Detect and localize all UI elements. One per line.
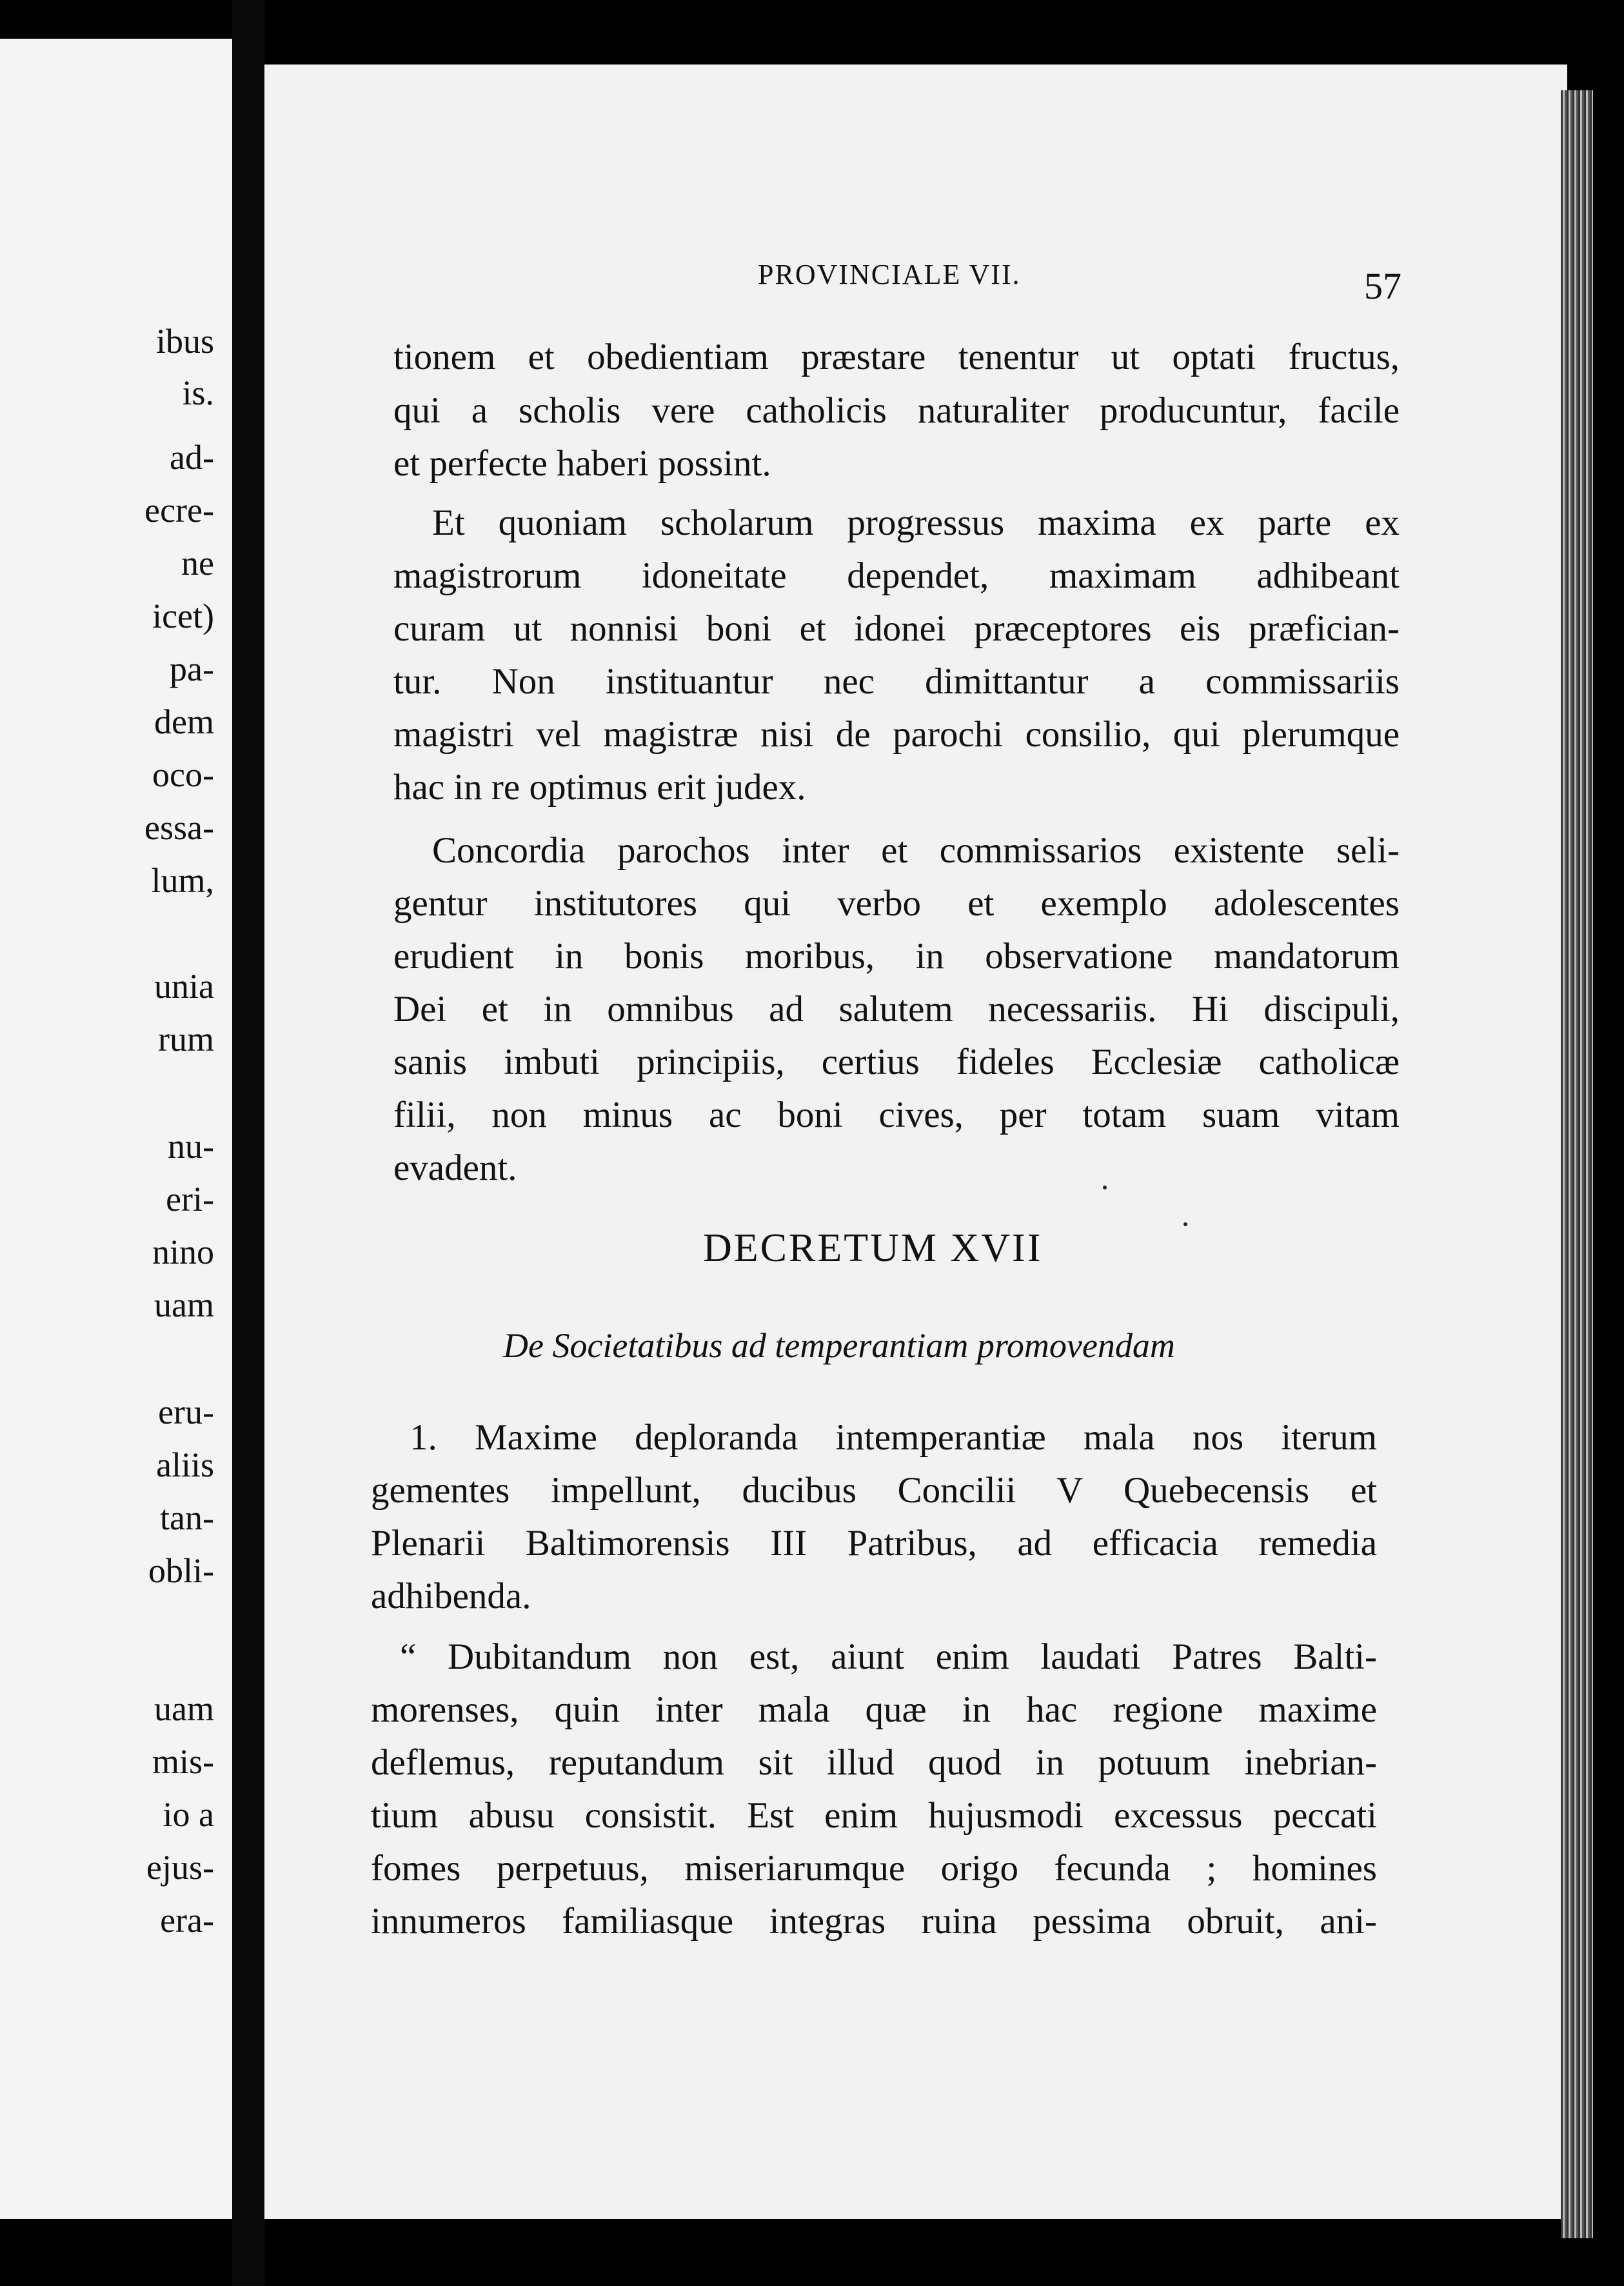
book-gutter [232,0,264,2286]
left-page-line: dem [154,702,214,741]
left-page-line: essa- [144,808,214,847]
text-line: magistrorum idoneitate dependet, maximam adhibeant [393,555,1400,596]
left-page-line: ne [181,544,214,582]
text-line: deflemus, reputandum sit illud quod in potuum inebrian- [371,1742,1377,1783]
left-page-line: aliis [156,1446,214,1484]
left-page-line: tan- [160,1498,214,1537]
left-page-line: uam [154,1286,214,1324]
left-page-line: ad- [170,438,214,477]
text-line: Plenarii Baltimorensis III Patribus, ad efficacia remedia [371,1523,1377,1564]
running-head: PROVINCIALE VII. [758,259,1021,290]
left-page-line: icet) [152,597,214,635]
text-line: sanis imbuti principiis, certius fideles Ecclesiæ catholicæ [393,1042,1400,1082]
left-page-line: eru- [158,1393,214,1431]
decree-subtitle: De Societatibus ad temperantiam promovendam [503,1326,1175,1365]
decree-heading: DECRETUM XVII [703,1226,1043,1270]
left-page-line: oco- [152,755,214,794]
left-page-line: obli- [148,1551,214,1590]
text-line: magistri vel magistræ nisi de parochi consilio, qui plerumque [393,714,1400,755]
left-page-line: lum, [151,861,214,900]
text-line: tur. Non instituantur nec dimittantur a commissariis [393,661,1400,702]
left-page-line: is. [182,373,214,412]
left-page-line: pa- [170,650,214,688]
text-line: gementes impellunt, ducibus Concilii V Quebecensis et [371,1470,1377,1511]
text-line: Et quoniam scholarum progressus maxima ex parte ex [432,502,1400,543]
left-page-line: nu- [168,1127,214,1166]
text-line: fomes perpetuus, miseriarumque origo fecunda ; homines [371,1848,1377,1889]
text-line: gentur institutores qui verbo et exemplo adolescentes [393,883,1400,924]
left-page-line: nino [152,1233,214,1271]
text-line: morenses, quin inter mala quæ in hac regione maxime [371,1689,1377,1730]
text-line: curam ut nonnisi boni et idonei præceptores eis præfician- [393,608,1400,649]
text-line: adhibenda. [371,1576,531,1616]
ink-speck [1183,1222,1187,1226]
text-line: Concordia parochos inter et commissarios existente seli- [432,830,1400,871]
book-page [264,65,1567,2219]
text-line: hac in re optimus erit judex. [393,767,806,808]
text-line: “ Dubitandum non est, aiunt enim laudati Patres Balti- [400,1636,1377,1677]
ink-speck [1103,1186,1107,1189]
page-number: 57 [1364,265,1401,307]
text-line: innumeros familiasque integras ruina pessima obruit, ani- [371,1901,1377,1942]
left-page-line: mis- [152,1742,214,1781]
page-stack-edge [1561,90,1593,2238]
left-page-line: uam [154,1689,214,1728]
text-line: et perfecte haberi possint. [393,443,771,484]
left-page-line: ibus [155,322,214,361]
left-page-line: eri- [166,1180,214,1218]
text-line: 1. Maxime deploranda intemperantiæ mala nos iterum [410,1417,1377,1458]
text-line: tionem et obedientiam præstare tenentur ut optati fructus, [393,337,1400,377]
text-line: tium abusu consistit. Est enim hujusmodi excessus peccati [371,1795,1377,1836]
text-line: evadent. [393,1148,517,1188]
left-page-line: unia [154,967,214,1006]
left-facing-page [0,39,232,2219]
text-line: erudient in bonis moribus, in observatione mandatorum [393,936,1400,977]
left-page-line: ecre- [144,491,214,530]
text-line: filii, non minus ac boni cives, per totam suam vitam [393,1095,1400,1135]
text-line: qui a scholis vere catholicis naturaliter producuntur, facile [393,390,1400,431]
left-page-line: io a [163,1795,214,1834]
left-page-line: rum [158,1020,214,1059]
left-page-line: era- [160,1901,214,1940]
left-page-line: ejus- [146,1848,214,1887]
text-line: Dei et in omnibus ad salutem necessariis. Hi discipuli, [393,989,1400,1029]
